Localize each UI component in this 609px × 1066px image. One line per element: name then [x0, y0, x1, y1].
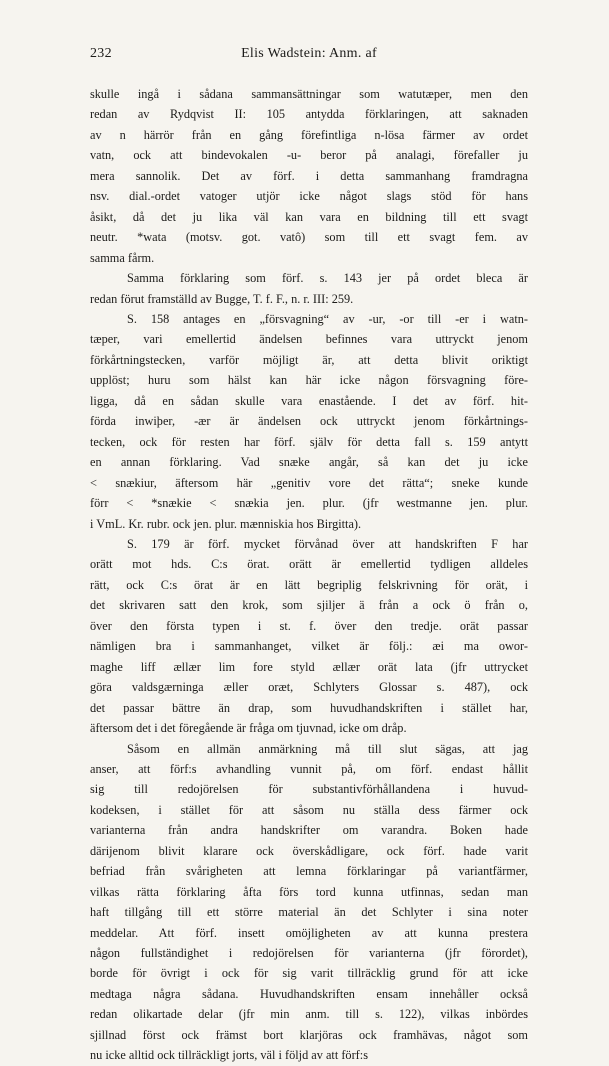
text-line: befriad från svårigheten att lemna förklaringar på variantfärmer,	[90, 864, 528, 879]
text-line: kodeksen, i stället för att såsom nu ställa dess färmer ock	[90, 802, 528, 817]
text-line: äftersom det i det föregående är fråga om tjuvnad, icke om dråp.	[90, 721, 407, 736]
text-line: ligga, då en sådan skulle vara enastående. I det av förf. hit-	[90, 393, 528, 408]
text-line: därijenom blivit klarare ock överskådligare, ock förf. hade varit	[90, 843, 528, 858]
text-line: det passar bättre än drap, som huvudhandskriften i stället har,	[90, 700, 528, 715]
text-line: upplöst; huru som hälst kan här icke någon försvagning före-	[90, 373, 528, 388]
text-line: åsikt, då det ju lika väl kan vara en bildning till ett svagt	[90, 209, 528, 224]
text-line: vatn, ock att bindevokalen -u- beror på analagi, förefaller ju	[90, 148, 528, 163]
text-line: det skrivaren satt den krok, som sjiljer ä från a ock ö från o,	[90, 598, 528, 613]
text-line: göra valdsgærninga æller oræt, Schlyters Glossar s. 487), ock	[90, 680, 528, 695]
text-line: orätt mot hds. C:s örat. orätt är emellertid tydligen alldeles	[90, 557, 528, 572]
text-line: nsv. dial.-ordet vatoger utjör icke något slags stöd för hans	[90, 189, 528, 204]
text-line: vilkas rätta förklaring åfta förs tord kunna utfinnas, sedan man	[90, 884, 528, 899]
text-line: < snækiur, äftersom här „genitiv vore det rätta“; sneke kunde	[90, 475, 528, 490]
text-line: skulle ingå i sådana sammansättningar som watutæper, men den	[90, 87, 528, 101]
page-number: 232	[90, 46, 112, 61]
text-line: redan förut framställd av Bugge, T. f. F., n. r. III: 259.	[90, 291, 354, 306]
text-line: neutr. *wata (motsv. got. vatô) som till ett svagt fem. av	[90, 230, 528, 245]
text-line: en annan förklaring. Vad snæke angår, så kan det ju icke	[90, 455, 528, 470]
text-line: mera sannolik. Det av förf. i detta sammanhang framdragna	[90, 168, 528, 183]
text-line: tecken, ock för resten har förf. själv för detta fall s. 159 antytt	[90, 434, 528, 449]
text-line: redan av Rydqvist II: 105 antydda förklaringen, att saknaden	[90, 107, 528, 122]
text-line: S. 158 antages en „försvagning“ av -ur, -or till -er i watn-	[127, 311, 528, 326]
paragraph	[90, 534, 528, 739]
text-line: haft tillgång till ett större material än det Schlyter i sina noter	[90, 905, 528, 920]
text-line: Såsom en allmän anmärkning må till slut sägas, att jag	[127, 741, 528, 756]
text-line: sjillnad först ock främst bort klarjöras ock framhävas, något som	[90, 1027, 528, 1042]
text-line: tæper, vari emellertid ändelsen befinnes vara uttryckt jenom	[90, 332, 528, 347]
page-header	[90, 46, 528, 66]
text-line: varianterna från andra handskrifter om varandra. Boken hade	[90, 823, 528, 838]
body-text	[90, 84, 528, 1066]
text-line: borde för övrigt i ock för sig varit tillräcklig grund för att icke	[90, 966, 528, 981]
paragraph	[90, 739, 528, 1066]
text-line: rätt, ock C:s örat är en lätt begriplig felskrivning för orät, i	[90, 577, 528, 592]
text-line: redan olikartade delar (jfr min anm. till s. 122), vilkas inbördes	[90, 1007, 528, 1022]
text-line: förr < *snækie < snækia jen. plur. (jfr westmanne jen. plur.	[90, 496, 528, 511]
text-line: samma fårm.	[90, 250, 155, 265]
text-line: över den första typen i st. f. över den tredje. orät passar	[90, 618, 528, 633]
text-line: S. 179 är förf. mycket förvånad över att handskriften F har	[127, 536, 528, 551]
text-line: i VmL. Kr. rubr. ock jen. plur. mænniskia hos Birgitta).	[90, 516, 362, 531]
text-line: maghe liff ællær lim fore styld ællær orät lata (jfr uttrycket	[90, 659, 528, 674]
running-title: Elis Wadstein: Anm. af	[241, 46, 377, 61]
paragraph	[90, 84, 528, 268]
text-line: nu icke alltid ock tillräckligt jorts, väl i följd av att förf:s	[90, 1048, 368, 1063]
text-line: medtaga några sådana. Huvudhandskriften ensam innehåller också	[90, 986, 528, 1001]
text-line: av n härrör från en gång förefintliga n-lösa färmer av ordet	[90, 127, 528, 142]
text-line: meddelar. Att förf. insett omöjligheten av att kunna prestera	[90, 925, 528, 940]
paragraph	[90, 268, 528, 309]
text-line: anser, att förf:s avhandling vunnit på, om förf. endast hållit	[90, 761, 528, 776]
text-line: förda inwiþer, -ær är ändelsen ock uttryckt jenom förkårtnings-	[90, 414, 528, 429]
paragraph	[90, 309, 528, 534]
text-line: någon fullständighet i redojörelsen för varianterna (jfr förordet),	[90, 946, 528, 961]
text-line: förkårtningstecken, varför möjligt är, att detta blivit oriktigt	[90, 352, 528, 367]
text-line: nämligen bra i sammanhanget, vilket är följ.: æi ma owor-	[90, 639, 528, 654]
text-line: Samma förklaring som förf. s. 143 jer på ordet bleca är	[127, 271, 528, 286]
text-line: sig till redojörelsen för substantivförhållandena i huvud-	[90, 782, 528, 797]
